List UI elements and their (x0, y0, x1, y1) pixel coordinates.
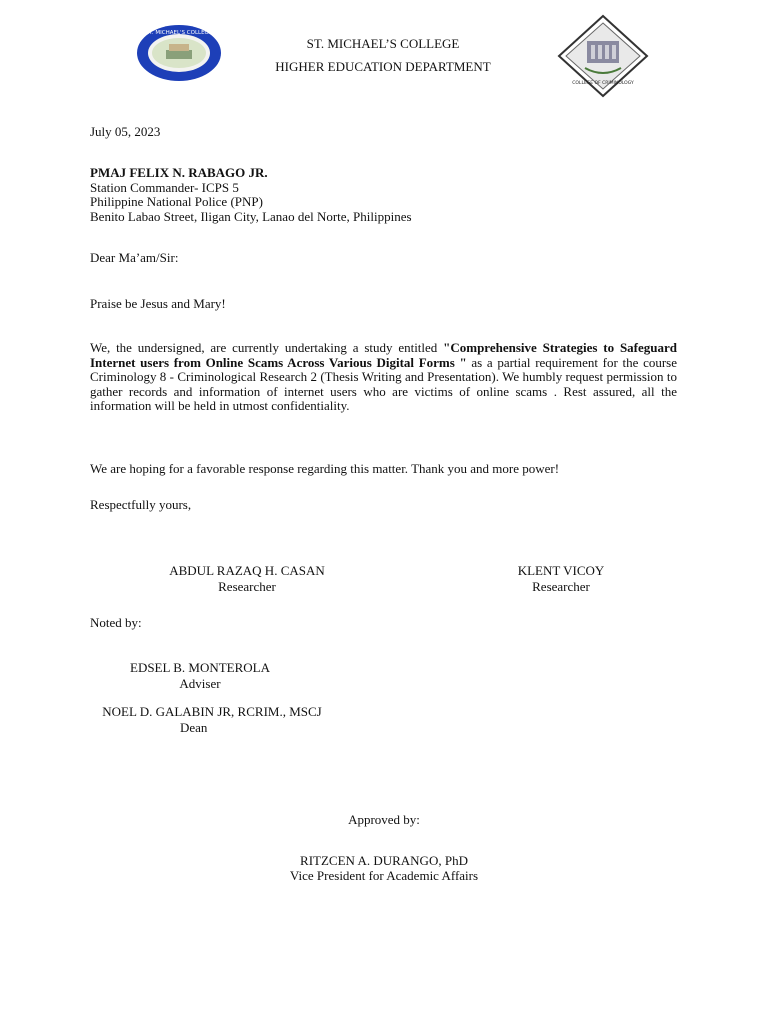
valediction: Respectfully yours, (90, 497, 192, 512)
signatory-role: Researcher (532, 578, 590, 594)
closing-line: We are hoping for a favorable response regarding this matter. Thank you and more power! (90, 461, 560, 476)
study-title: "Comprehensive Strategies to Safeguard Internet users from Online Scams Across Various Digital Forms " (90, 340, 678, 370)
recipient-address: Benito Labao Street, Iligan City, Lanao del Norte, Philippines (90, 208, 412, 224)
college-seal-logo (136, 24, 222, 82)
letter-date: July 05, 2023 (90, 124, 161, 139)
recipient-title: Station Commander- ICPS 5 (90, 179, 239, 195)
signatory-role: Vice President for Academic Affairs (289, 868, 479, 883)
signatory-name: RITZCEN A. DURANGO, PhD (300, 853, 468, 868)
seal-text: COLLEGE OF CRIMINOLOGY (572, 81, 634, 86)
greeting: Praise be Jesus and Mary! (90, 296, 226, 311)
noted-label: Noted by: (90, 615, 142, 630)
signatory-dean (87, 704, 337, 735)
department-name: HIGHER EDUCATION DEPARTMENT (275, 59, 491, 74)
signatory-name: ABDUL RAZAQ H. CASAN (169, 563, 325, 578)
signatory-name: EDSEL B. MONTEROLA (130, 660, 270, 675)
recipient-block (90, 166, 412, 224)
salutation: Dear Ma’am/Sir: (90, 250, 179, 265)
signatory-vp (234, 853, 534, 883)
signatory-role: Adviser (179, 675, 221, 691)
criminology-seal-logo (557, 14, 649, 98)
signatory-researcher-1 (147, 563, 347, 594)
seal-text: ST. MICHAEL'S COLLEGE (145, 30, 213, 36)
signatory-researcher-2 (461, 563, 661, 594)
recipient-name: PMAJ FELIX N. RABAGO JR. (90, 165, 268, 180)
college-name: ST. MICHAEL’S COLLEGE (306, 36, 460, 51)
signatory-name: NOEL D. GALABIN JR, RCRIM., MSCJ (102, 704, 322, 719)
body-intro: We, the undersigned, are currently undertaking a study entitled (90, 340, 444, 355)
body-rest: as a partial requirement for the course Criminology 8 - Criminological Research 2 (Thesis Writing and Presentation). We humbly request permission to gather records and information of internet users who are victims of online scams . Rest assured, all the information will be held in utmost confidentiality. (90, 354, 678, 414)
letter-body (90, 341, 677, 414)
signatory-role: Dean (180, 719, 208, 735)
recipient-organization: Philippine National Police (PNP) (90, 194, 263, 209)
signatory-name: KLENT VICOY (517, 563, 605, 578)
signatory-role: Researcher (218, 578, 276, 594)
signatory-adviser (100, 660, 300, 691)
approved-label: Approved by: (348, 812, 420, 827)
